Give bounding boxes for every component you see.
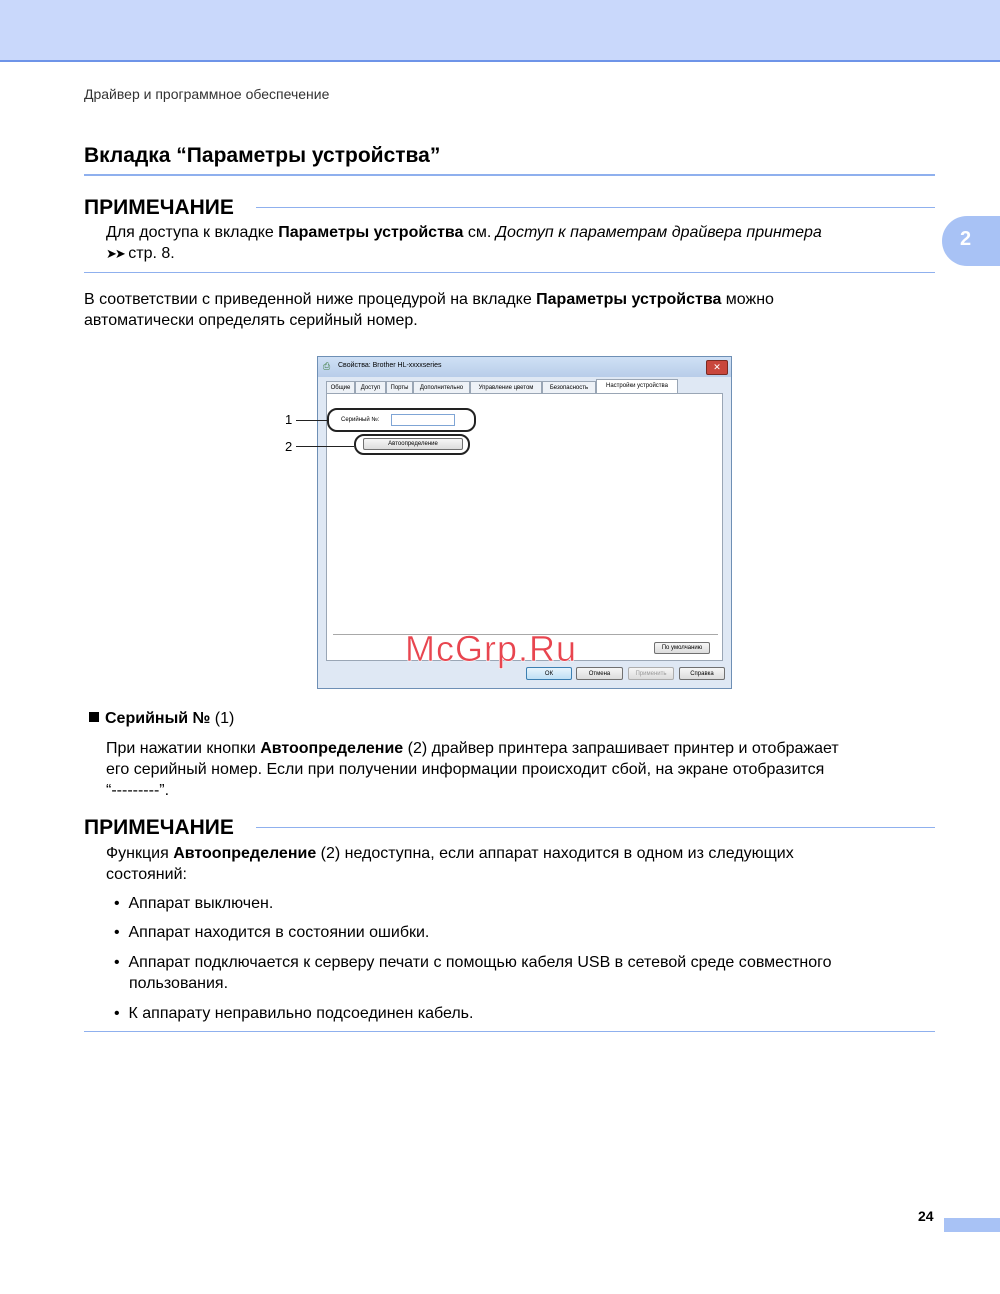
defaults-button[interactable]: По умолчанию [654, 642, 710, 654]
tab-security[interactable]: Безопасность [542, 381, 596, 393]
close-button[interactable]: ✕ [706, 360, 728, 375]
title-underline [84, 174, 935, 176]
running-head: Драйвер и программное обеспечение [84, 86, 330, 102]
top-banner [0, 0, 1000, 62]
list-item: • Аппарат выключен. [114, 895, 274, 912]
note1-bottom-rule [84, 272, 935, 273]
apply-button[interactable]: Применить [628, 667, 674, 680]
page-number-tab [944, 1218, 1000, 1232]
note1-text: Для доступа к вкладке Параметры устройства см. Доступ к параметрам драйвера принтера ➤➤ стр. 8. [106, 224, 822, 262]
ok-button[interactable]: ОК [526, 667, 572, 680]
tab-ports[interactable]: Порты [386, 381, 413, 393]
callout-2-leader [296, 446, 354, 447]
callout-1-leader [296, 420, 327, 421]
cancel-button[interactable]: Отмена [576, 667, 623, 680]
list-item: • К аппарату неправильно подсоединен кабель. [114, 1005, 474, 1022]
list-item: • Аппарат подключается к серверу печати с помощью кабеля USB в сетевой среде совместного пользования. [114, 954, 832, 992]
page-ref-arrows-icon: ➤➤ [106, 246, 124, 261]
list-item: • Аппарат находится в состоянии ошибки. [114, 924, 430, 941]
watermark-logo: McGrp.Ru [405, 628, 578, 669]
page-number: 24 [918, 1208, 934, 1224]
tab-device-settings[interactable]: Настройки устройства [596, 379, 678, 394]
note-heading: ПРИМЕЧАНИЕ [84, 196, 234, 219]
callout-auto-frame [354, 434, 470, 455]
callout-1-number: 1 [285, 412, 293, 427]
section-title: Вкладка “Параметры устройства” [84, 144, 441, 167]
serial-item-description: При нажатии кнопки Автоопределение (2) драйвер принтера запрашивает принтер и отображает его серийный номер. Если при получении информации происходит сбой, на экране отобразится “---------”. [106, 740, 839, 799]
serial-label: Серийный №: [341, 417, 380, 423]
help-button[interactable]: Справка [679, 667, 725, 680]
dialog-titlebar [318, 357, 731, 377]
tab-general[interactable]: Общие [326, 381, 355, 393]
chapter-tab [942, 216, 1000, 266]
auto-detect-button[interactable]: Автоопределение [363, 438, 463, 450]
serial-item-heading: Серийный № (1) [89, 708, 234, 729]
intro-paragraph: В соответствии с приведенной ниже процедурой на вкладке Параметры устройства можно автоматически определять серийный номер. [84, 291, 774, 329]
printer-icon: ⎙ [323, 361, 331, 371]
chapter-number: 2 [960, 228, 972, 250]
dialog-title: Свойства: Brother HL-xxxxseries [338, 362, 442, 369]
callout-serial-frame [327, 408, 476, 432]
note-heading: ПРИМЕЧАНИЕ [84, 816, 234, 839]
tab-color-management[interactable]: Управление цветом [470, 381, 542, 393]
note-heading-rule [256, 207, 935, 208]
square-bullet-icon [89, 712, 99, 722]
tab-advanced[interactable]: Дополнительно [413, 381, 470, 393]
note2-text: Функция Автоопределение (2) недоступна, если аппарат находится в одном из следующих состояний: [106, 845, 794, 883]
tab-access[interactable]: Доступ [355, 381, 386, 393]
note-heading-rule [256, 827, 935, 828]
note2-bottom-rule [84, 1031, 935, 1032]
callout-2-number: 2 [285, 439, 293, 454]
